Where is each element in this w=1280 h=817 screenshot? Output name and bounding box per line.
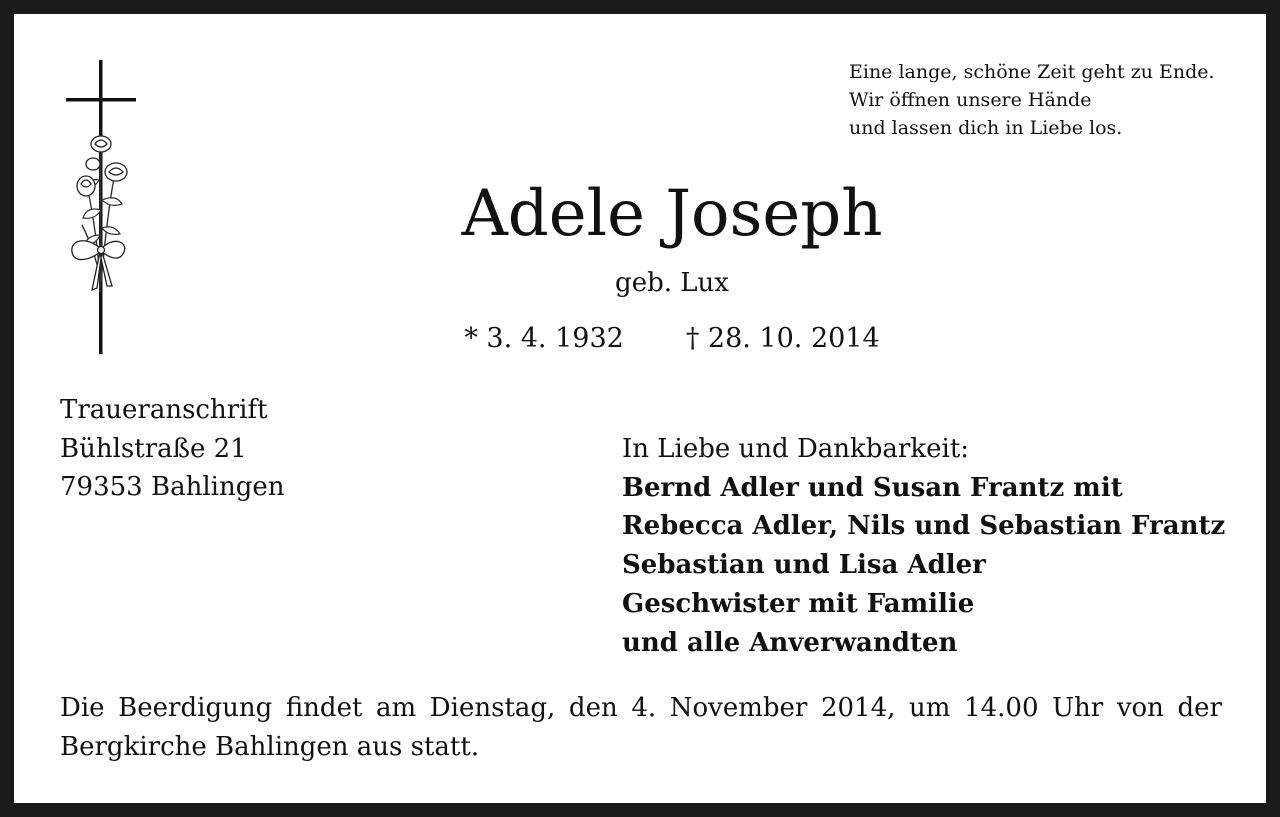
poem — [849, 58, 1215, 142]
obituary-card — [14, 14, 1266, 803]
address-label: Traueranschrift — [60, 395, 268, 425]
address-city: 79353 Bahlingen — [60, 472, 285, 502]
birth-date: * 3. 4. 1932 — [464, 323, 624, 354]
maiden-name: geb. Lux — [615, 268, 729, 298]
mourner-line: und alle Anverwandten — [622, 627, 958, 658]
mourners-list — [622, 430, 1225, 662]
mourner-line: Geschwister mit Familie — [622, 588, 975, 619]
mourner-line: Bernd Adler und Susan Frantz mit — [622, 472, 1123, 503]
death-date: † 28. 10. 2014 — [685, 323, 880, 354]
life-dates — [14, 321, 1280, 357]
address-street: Bühlstraße 21 — [60, 433, 247, 464]
mourners-intro: In Liebe und Dankbarkeit: — [622, 434, 970, 464]
mourner-line: Sebastian und Lisa Adler — [622, 550, 986, 581]
poem-line: Wir öffnen unsere Hände — [849, 89, 1092, 111]
poem-line: und lassen dich in Liebe los. — [849, 117, 1123, 139]
mourning-address — [60, 391, 284, 507]
funeral-notice: Die Beerdigung findet am Dienstag, den 4. November 2014, um 14.00 Uhr von der Bergkirche Bahlingen aus statt. — [60, 693, 1222, 762]
deceased-name: Adele Joseph — [461, 177, 883, 251]
poem-line: Eine lange, schöne Zeit geht zu Ende. — [849, 61, 1215, 83]
mourner-line: Rebecca Adler, Nils und Sebastian Frantz — [622, 511, 1226, 542]
